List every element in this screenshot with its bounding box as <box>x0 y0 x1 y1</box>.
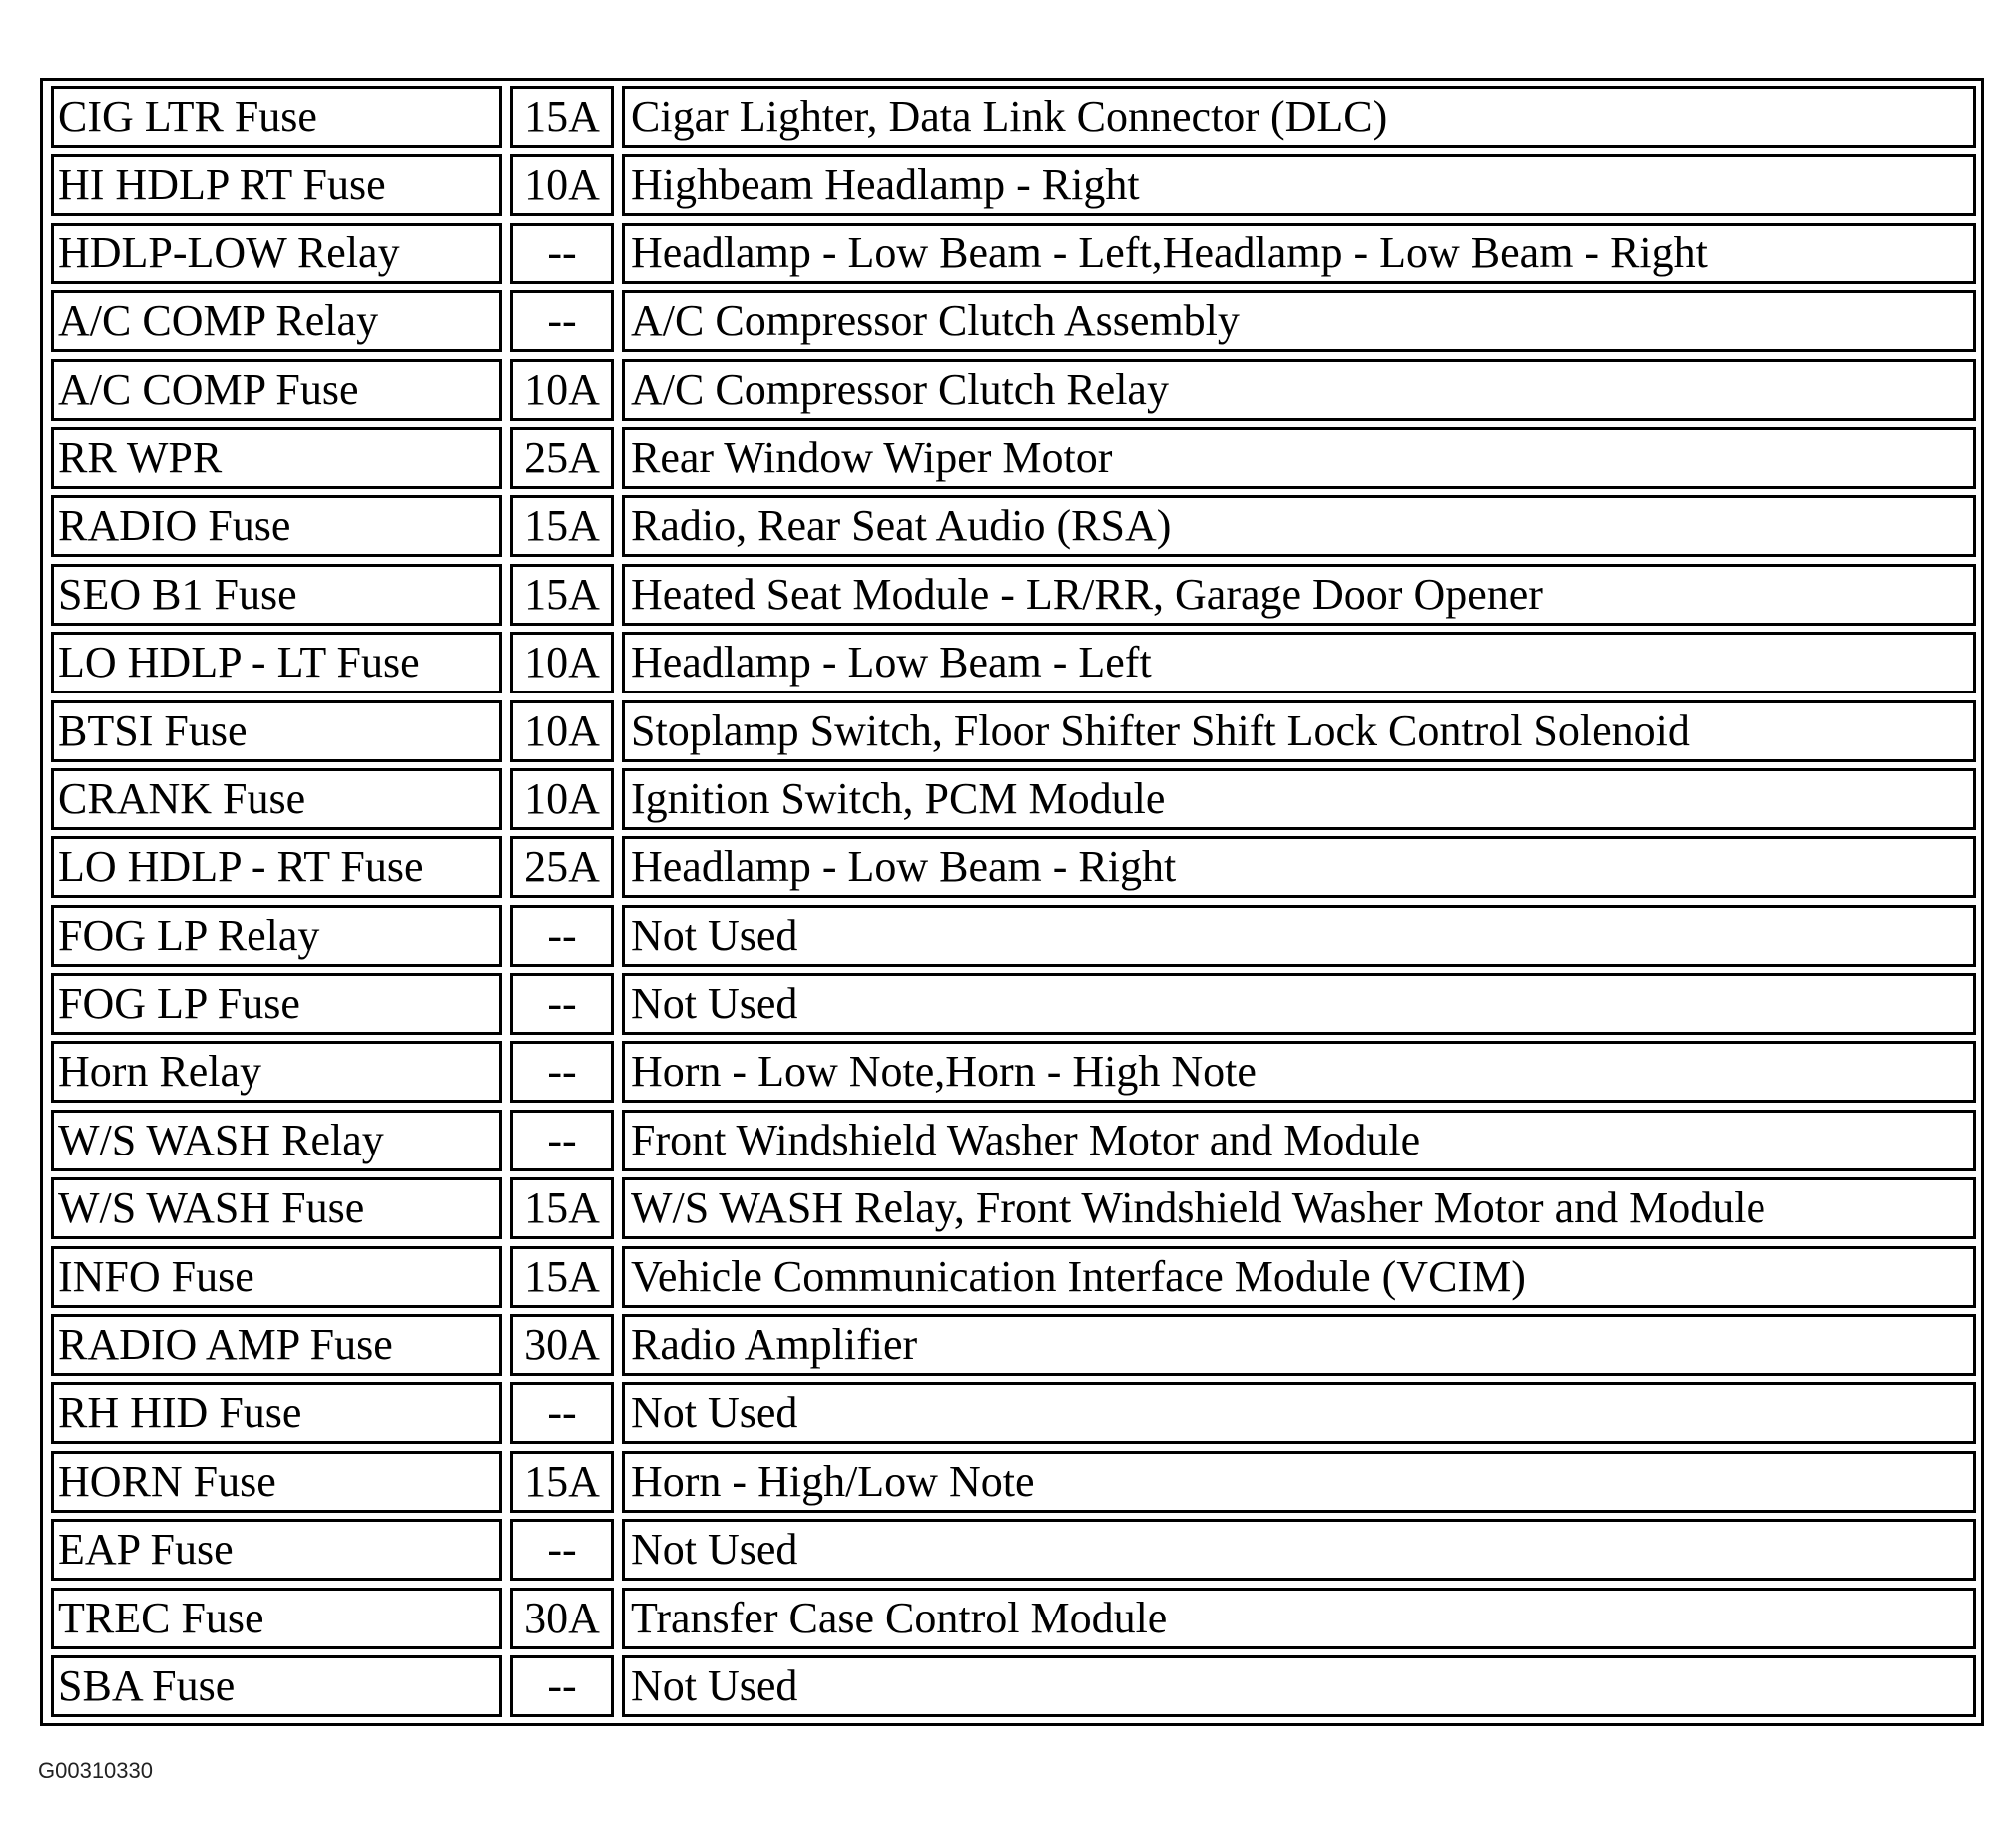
table-row <box>51 836 1976 898</box>
fuse-name-cell: TREC Fuse <box>51 1588 502 1649</box>
table-row <box>51 700 1976 762</box>
fuse-rating-cell: 25A <box>510 836 614 898</box>
table-row <box>51 223 1976 284</box>
circuit-description-cell: Headlamp - Low Beam - Right <box>622 836 1976 898</box>
fuse-name-cell: HORN Fuse <box>51 1451 502 1513</box>
fuse-name-cell: HI HDLP RT Fuse <box>51 154 502 216</box>
circuit-description-cell: Radio, Rear Seat Audio (RSA) <box>622 495 1976 557</box>
fuse-name-cell: Horn Relay <box>51 1041 502 1103</box>
fuse-name-cell: FOG LP Relay <box>51 905 502 967</box>
fuse-name-cell: A/C COMP Relay <box>51 290 502 352</box>
fuse-rating-cell: 15A <box>510 495 614 557</box>
circuit-description-cell: Horn - Low Note,Horn - High Note <box>622 1041 1976 1103</box>
table-row <box>51 1519 1976 1581</box>
circuit-description-cell: Heated Seat Module - LR/RR, Garage Door Opener <box>622 564 1976 626</box>
fuse-rating-cell: -- <box>510 223 614 284</box>
fuse-rating-cell: 10A <box>510 768 614 830</box>
table-row <box>51 1314 1976 1376</box>
fuse-rating-cell: -- <box>510 1519 614 1581</box>
fuse-rating-cell: -- <box>510 1110 614 1171</box>
table-row <box>51 427 1976 489</box>
table-row <box>51 973 1976 1035</box>
figure-id: G00310330 <box>38 1758 153 1783</box>
fuse-rating-cell: 15A <box>510 564 614 626</box>
table-row <box>51 1382 1976 1444</box>
circuit-description-cell: Vehicle Communication Interface Module (VCIM) <box>622 1246 1976 1308</box>
circuit-description-cell: Radio Amplifier <box>622 1314 1976 1376</box>
table-row <box>51 154 1976 216</box>
table-row <box>51 1041 1976 1103</box>
circuit-description-cell: Headlamp - Low Beam - Left <box>622 632 1976 693</box>
fuse-rating-cell: 30A <box>510 1588 614 1649</box>
fuse-rating-cell: 15A <box>510 1451 614 1513</box>
fuse-rating-cell: -- <box>510 1382 614 1444</box>
circuit-description-cell: Cigar Lighter, Data Link Connector (DLC) <box>622 86 1976 148</box>
table-row <box>51 632 1976 693</box>
fuse-name-cell: CRANK Fuse <box>51 768 502 830</box>
fuse-rating-cell: 15A <box>510 1246 614 1308</box>
fuse-rating-cell: -- <box>510 905 614 967</box>
table-row <box>51 905 1976 967</box>
fuse-rating-cell: -- <box>510 290 614 352</box>
circuit-description-cell: Horn - High/Low Note <box>622 1451 1976 1513</box>
table-row <box>51 290 1976 352</box>
circuit-description-cell: Not Used <box>622 1382 1976 1444</box>
fuse-name-cell: SEO B1 Fuse <box>51 564 502 626</box>
circuit-description-cell: Front Windshield Washer Motor and Module <box>622 1110 1976 1171</box>
fuse-rating-cell: 15A <box>510 1177 614 1239</box>
table-row <box>51 1451 1976 1513</box>
circuit-description-cell: W/S WASH Relay, Front Windshield Washer Motor and Module <box>622 1177 1976 1239</box>
fuse-name-cell: RH HID Fuse <box>51 1382 502 1444</box>
circuit-description-cell: Transfer Case Control Module <box>622 1588 1976 1649</box>
circuit-description-cell: Not Used <box>622 1519 1976 1581</box>
table-row <box>51 1246 1976 1308</box>
circuit-description-cell: A/C Compressor Clutch Assembly <box>622 290 1976 352</box>
circuit-description-cell: A/C Compressor Clutch Relay <box>622 359 1976 421</box>
fuse-name-cell: W/S WASH Relay <box>51 1110 502 1171</box>
fuse-name-cell: A/C COMP Fuse <box>51 359 502 421</box>
table-row <box>51 1588 1976 1649</box>
fuse-table-rows <box>51 86 1976 1717</box>
fuse-name-cell: INFO Fuse <box>51 1246 502 1308</box>
fuse-name-cell: W/S WASH Fuse <box>51 1177 502 1239</box>
fuse-rating-cell: 30A <box>510 1314 614 1376</box>
fuse-name-cell: RR WPR <box>51 427 502 489</box>
table-row <box>51 86 1976 148</box>
fuse-name-cell: HDLP-LOW Relay <box>51 223 502 284</box>
circuit-description-cell: Headlamp - Low Beam - Left,Headlamp - Low Beam - Right <box>622 223 1976 284</box>
circuit-description-cell: Stoplamp Switch, Floor Shifter Shift Lock Control Solenoid <box>622 700 1976 762</box>
fuse-rating-cell: -- <box>510 1655 614 1717</box>
fuse-table <box>40 78 1984 1726</box>
circuit-description-cell: Highbeam Headlamp - Right <box>622 154 1976 216</box>
fuse-name-cell: EAP Fuse <box>51 1519 502 1581</box>
fuse-rating-cell: 10A <box>510 359 614 421</box>
table-row <box>51 1177 1976 1239</box>
circuit-description-cell: Ignition Switch, PCM Module <box>622 768 1976 830</box>
table-row <box>51 768 1976 830</box>
table-row <box>51 359 1976 421</box>
fuse-name-cell: LO HDLP - LT Fuse <box>51 632 502 693</box>
fuse-name-cell: RADIO Fuse <box>51 495 502 557</box>
fuse-rating-cell: -- <box>510 973 614 1035</box>
fuse-rating-cell: 25A <box>510 427 614 489</box>
fuse-name-cell: BTSI Fuse <box>51 700 502 762</box>
fuse-name-cell: CIG LTR Fuse <box>51 86 502 148</box>
fuse-name-cell: FOG LP Fuse <box>51 973 502 1035</box>
fuse-name-cell: LO HDLP - RT Fuse <box>51 836 502 898</box>
fuse-name-cell: RADIO AMP Fuse <box>51 1314 502 1376</box>
table-row <box>51 495 1976 557</box>
fuse-rating-cell: 10A <box>510 632 614 693</box>
fuse-rating-cell: -- <box>510 1041 614 1103</box>
table-row <box>51 1110 1976 1171</box>
fuse-name-cell: SBA Fuse <box>51 1655 502 1717</box>
table-row <box>51 564 1976 626</box>
circuit-description-cell: Not Used <box>622 905 1976 967</box>
fuse-rating-cell: 10A <box>510 700 614 762</box>
fuse-rating-cell: 10A <box>510 154 614 216</box>
circuit-description-cell: Not Used <box>622 1655 1976 1717</box>
fuse-rating-cell: 15A <box>510 86 614 148</box>
table-row <box>51 1655 1976 1717</box>
circuit-description-cell: Not Used <box>622 973 1976 1035</box>
circuit-description-cell: Rear Window Wiper Motor <box>622 427 1976 489</box>
